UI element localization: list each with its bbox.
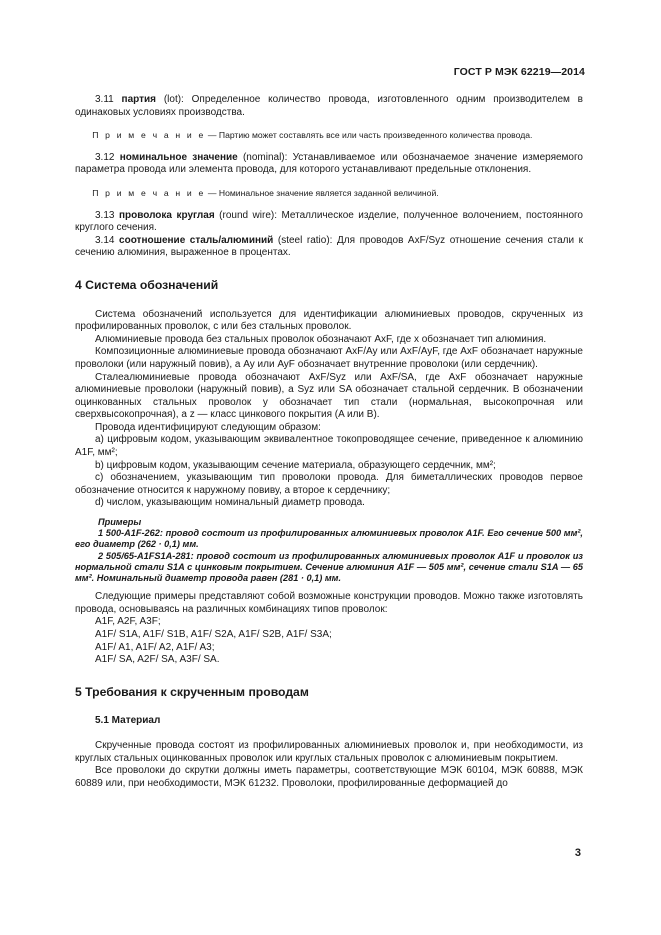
construction-line: A1F, A2F, A3F; <box>95 616 161 628</box>
section-4-paragraph: Композиционные алюминиевые провода обозначают AxF/Ay или AxF/AyF, где AxF обозначает наружные проволоки (или наружный повив), а Ay или AyF обозначает внутренние проволоки (или сердечник). <box>75 346 583 370</box>
section-5-title: 5 Требования к скрученным проводам <box>75 684 309 699</box>
term: партия <box>121 94 157 105</box>
note-2: П р и м е ч а н и е — Номинальное значение является заданной величиной. <box>92 187 439 198</box>
page-number: 3 <box>574 847 581 859</box>
list-item-c: c) обозначением, указывающим тип проволоки провода. Для биметаллических проводов первое обозначение относится к наружному повиву, а второе к сердечнику; <box>75 472 583 496</box>
document-header: ГОСТ Р МЭК 62219—2014 <box>453 66 585 78</box>
examples-title: Примеры <box>97 517 142 528</box>
document-body <box>75 94 583 790</box>
list-item-a: a) цифровым кодом, указывающим эквивалентное токопроводящее сечение, приведенное к алюминию A1F, мм²; <box>75 434 583 459</box>
construction-line: A1F/ SA, A2F/ SA, A3F/ SA. <box>95 654 220 666</box>
term: соотношение сталь/алюминий <box>119 234 274 246</box>
section-4-paragraph: Следующие примеры представляют собой возможные конструкции проводов. Можно также изготовлять провода, основываясь на различных комбинациях типов проволок: <box>75 591 583 615</box>
section-5-paragraph: Скрученные провода состоят из профилированных алюминиевых проволок и, при необходимости, из круглых стальных оцинкованных проволок или круглых стальных проволок с алюминиевым покрытием. <box>75 740 583 764</box>
section-4-paragraph: Провода идентифицируют следующим образом: <box>95 421 321 433</box>
example-1: 1 500-A1F-262: провод состоит из профилированных алюминиевых проволок A1F. Его сечение 500 мм², его диаметр (262 · 0,1) мм. <box>75 528 583 550</box>
list-item-d: d) числом, указывающим номинальный диаметр провода. <box>95 497 365 509</box>
note-1: П р и м е ч а н и е — Партию может составлять все или часть произведенного количества провода. <box>92 130 533 141</box>
term: проволока круглая <box>118 209 215 221</box>
construction-line: A1F/ A1, A1F/ A2, A1F/ A3; <box>95 641 215 653</box>
definition-3-12: 3.12 номинальное значение (nominal): Устанавливаемое или обозначаемое значение измеряемого параметра провода или элемента провода, для которого устанавливают предельные отклонения. <box>75 151 583 176</box>
section-4-paragraph: Система обозначений используется для идентификации алюминиевых проводов, скрученных из профилированных проволок, с или без стальных проволок. <box>75 308 583 333</box>
subsection-5-1-title: 5.1 Материал <box>95 715 161 727</box>
construction-line: A1F/ S1A, A1F/ S1B, A1F/ S2A, A1F/ S2B, A1F/ S3A; <box>95 629 332 641</box>
section-5-paragraph: Все проволоки до скрутки должны иметь параметры, соответствующие МЭК 60104, МЭК 60888, МЭК 60889 или, при необходимости, МЭК 61232. Проволоки, профилированные деформацией до <box>75 765 583 789</box>
section-4-title: 4 Система обозначений <box>75 277 219 292</box>
section-4-paragraph: Алюминиевые провода без стальных проволок обозначают AxF, где x обозначает тип алюминия. <box>95 333 547 345</box>
list-item-b: b) цифровым кодом, указывающим сечение материала, образующего сердечник, мм²; <box>95 459 496 471</box>
definition-3-13: 3.13 проволока круглая (round wire): Металлическое изделие, полученное волочением, постоянного круглого сечения. <box>75 209 583 234</box>
definition-3-14: 3.14 соотношение сталь/алюминий (steel ratio): Для проводов AxF/Syz отношение сечения стали к сечению алюминия, выраженное в процентах. <box>75 234 584 259</box>
section-4-paragraph: Сталеалюминиевые провода обозначают AxF/Syz или AxF/SA, где AxF обозначает наружные алюминиевые проволоки (наружный повив), а Syz или SA обозначает стальной сердечник. В обозначении оцинкованных стальных проволок y обозначает тип стали (нормальная, высокопрочная или сверхвысокопрочная), а z — класс цинкового покрытия (A или B). <box>75 371 583 421</box>
example-2: 2 505/65-A1FS1A-281: провод состоит из профилированных алюминиевых проволок A1F и проволок из нормальной стали S1A с цинковым покрытием. Сечение алюминия A1F — 505 мм², сечение стали S1A — 65 мм². Номинальный диаметр провода равен (281 · 0,1) мм. <box>75 550 583 584</box>
definition-3-11: 3.11 партия (lot): Определенное количество провода, изготовленного одним производителем в одинаковых условиях производства. <box>75 94 583 118</box>
term: номинальное значение <box>119 151 238 163</box>
